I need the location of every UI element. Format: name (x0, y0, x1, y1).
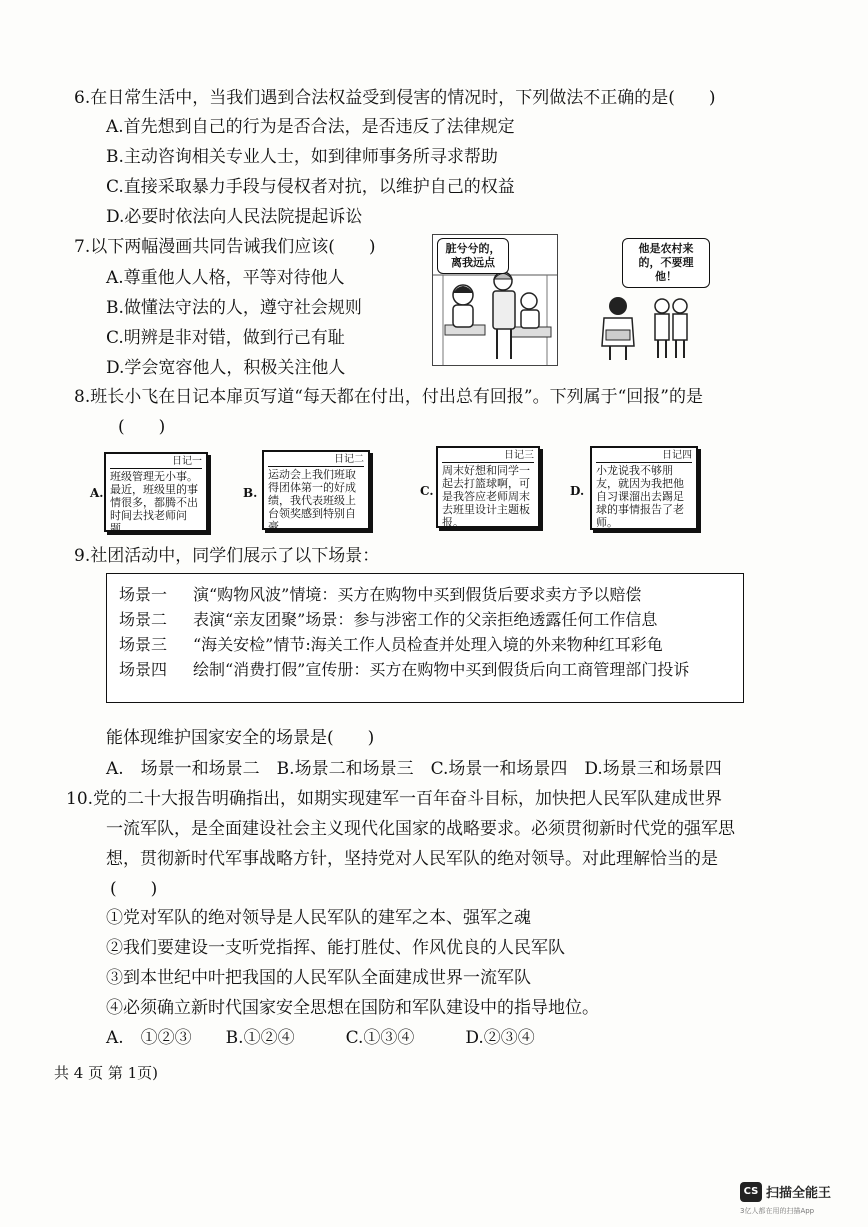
q6-option-b: B.主动咨询相关专业人士，如到律师事务所寻求帮助 (106, 147, 498, 167)
scanner-logo-icon: CS (740, 1182, 762, 1202)
scanner-app-name: 扫描全能王 (766, 1186, 832, 1201)
q10-stem-line-2: 一流军队，是全面建设社会主义现代化国家的战略要求。必须贯彻新时代党的强军思 (106, 819, 735, 839)
q8-stem: 8.班长小飞在日记本扉页写道“每天都在付出，付出总有回报”。下列属于“回报”的是 (74, 387, 703, 407)
scene-3-label: 场景三 (119, 635, 168, 654)
diary-d-text: 小龙说我不够朋友，就因为我把他自习课溜出去踢足球的事情报告了老师。 (596, 464, 684, 529)
q7-option-a: A.尊重他人人格，平等对待他人 (106, 268, 345, 288)
diary-c (436, 446, 540, 528)
scene-2-text: 表演“亲友团聚”场景：参与涉密工作的父亲拒绝透露任何工作信息 (193, 610, 658, 629)
q10-answer-paren: ( ) (110, 879, 158, 899)
q7-stem: 7.以下两幅漫画共同告诫我们应该( ) (74, 237, 376, 257)
diary-d-title: 日记四 (596, 450, 692, 463)
q6-option-d: D.必要时依法向人民法院提起诉讼 (106, 207, 363, 227)
scene-4 (119, 660, 689, 680)
diary-c-letter: C. (420, 484, 434, 498)
q7-option-b: B.做懂法守法的人，遵守社会规则 (106, 298, 362, 318)
scene-3-text: “海关安检”情节:海关工作人员检查并处理入境的外来物种红耳彩龟 (193, 635, 663, 654)
scene-2 (119, 610, 657, 630)
q6-stem: 6.在日常生活中，当我们遇到合法权益受到侵害的情况时，下列做法不正确的是( ) (74, 88, 716, 108)
q9-stem: 9.社团活动中，同学们展示了以下场景： (74, 546, 380, 566)
q10-statement-4: ④必须确立新时代国家安全思想在国防和军队建设中的指导地位。 (106, 998, 599, 1018)
scene-2-label: 场景二 (119, 610, 168, 629)
q8-answer-paren: ( ) (118, 417, 166, 437)
q10-stem-line-1: 10.党的二十大报告明确指出，如期实现建军一百年奋斗目标，加快把人民军队建成世界 (66, 789, 723, 809)
q10-options: A. ①②③ B.①②④ C.①③④ D.②③④ (106, 1028, 535, 1048)
q9-scene-box (106, 573, 744, 703)
scene-1-label: 场景一 (119, 585, 168, 604)
cartoon-classmates (588, 234, 704, 364)
q7-option-c: C.明辨是非对错，做到行己有耻 (106, 328, 345, 348)
scanner-watermark (740, 1180, 850, 1220)
scene-3 (119, 635, 663, 655)
q6-option-a: A.首先想到自己的行为是否合法，是否违反了法律规定 (106, 117, 515, 137)
q7-option-d: D.学会宽容他人，积极关注他人 (106, 358, 346, 378)
scene-4-label: 场景四 (119, 660, 168, 679)
diary-c-title: 日记三 (442, 450, 534, 463)
diary-b-text: 运动会上我们班取得团体第一的好成绩，我代表班级上台领奖感到特别自豪。 (268, 468, 356, 533)
cartoon-bus (432, 234, 558, 366)
q9-question: 能体现维护国家安全的场景是( ) (106, 728, 375, 748)
q10-statement-1: ①党对军队的绝对领导是人民军队的建军之本、强军之魂 (106, 908, 531, 928)
q10-statement-2: ②我们要建设一支听党指挥、能打胜仗、作风优良的人民军队 (106, 938, 565, 958)
scanner-tagline: 3亿人都在用的扫描App (740, 1207, 815, 1215)
diary-a-title: 日记一 (110, 456, 202, 469)
diary-a-text: 班级管理无小事。最近，班级里的事情很多，都腾不出时间去找老师问题。 (110, 470, 198, 535)
diary-b-letter: B. (243, 486, 258, 500)
q6-option-c: C.直接采取暴力手段与侵权者对抗，以维护自己的权益 (106, 177, 515, 197)
cartoon1-speech-bubble: 脏兮兮的，离我远点 (437, 238, 509, 274)
q9-options: A. 场景一和场景二 B.场景二和场景三 C.场景一和场景四 D.场景三和场景四 (106, 759, 722, 779)
diary-a (104, 452, 208, 535)
diary-b-title: 日记二 (268, 454, 364, 467)
q10-statement-3: ③到本世纪中叶把我国的人民军队全面建成世界一流军队 (106, 968, 531, 988)
diary-d (590, 446, 698, 530)
diary-c-text: 周末好想和同学一起去打篮球啊，可是我答应老师周末去班里设计主题板报。 (442, 464, 530, 529)
diary-a-letter: A. (90, 486, 104, 500)
diary-d-letter: D. (570, 484, 585, 498)
diary-b (262, 450, 370, 533)
q10-stem-line-3: 想，贯彻新时代军事战略方针，坚持党对人民军队的绝对领导。对此理解恰当的是 (106, 849, 718, 869)
scene-4-text: 绘制“消费打假”宣传册：买方在购物中买到假货后向工商管理部门投诉 (193, 660, 690, 679)
cartoon2-speech-bubble: 他是农村来的，不要理他！ (622, 238, 710, 288)
page-footer: 共 4 页 第 1页) (54, 1064, 159, 1082)
scene-1 (119, 585, 641, 605)
scene-1-text: 演“购物风波”情境：买方在购物中买到假货后要求卖方予以赔偿 (193, 585, 642, 604)
